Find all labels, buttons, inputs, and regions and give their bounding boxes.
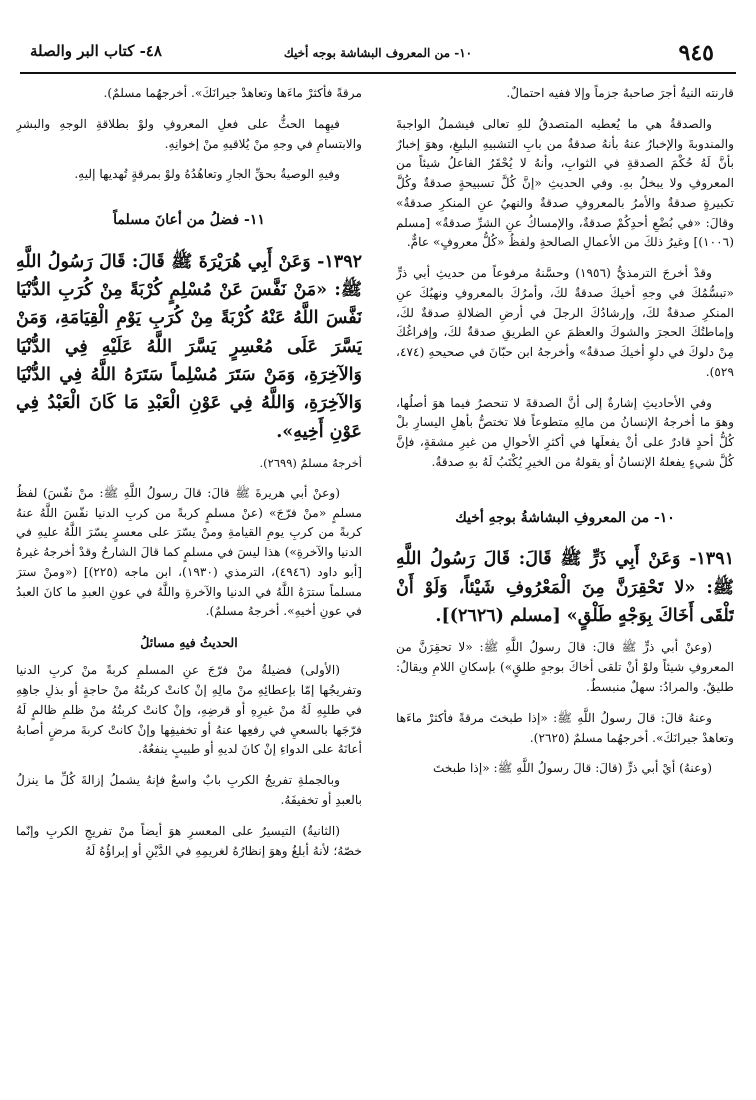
commentary-paragraph: وعنهُ قالَ: قالَ رسولُ اللَّهِ ﷺ: «إذا طبختَ مرقةً فأكثرْ ماءَها وتعاهدْ جيرانَكَ». أخرجهُما مسلمٌ (٢٦٢٥). bbox=[396, 710, 734, 745]
section-title-10: ١٠- من المعروفِ البشاشةُ بوجهِ أخيك bbox=[455, 509, 675, 526]
section-title-11: ١١- فضلُ من أعانَ مسلماً bbox=[113, 212, 265, 229]
hadith-1391: ١٣٩١- وَعَنْ أَبِي ذَرٍّ ﷺ قَالَ: قَالَ رَسُولُ اللَّهِ ﷺ: «لا تَحْقِرَنَّ مِنَ الْمَعْرُوفِ شَيْئاً، وَلَوْ أَنْ تَلْقَى أَخَاكَ بِوَجْهٍ طَلْقٍ» [مسلم (٢٦٢٦)]. bbox=[396, 549, 734, 627]
paragraph: فيهِما الحثُّ على فعلِ المعروفِ ولوْ بطلاقةِ الوجهِ والبشرِ والابتسامِ في وجهِ منْ يُلاقيهِ منْ إخوانِهِ. bbox=[16, 116, 362, 151]
issue-paragraph: (الثانيةُ) التيسيرُ على المعسرِ هوَ أيضاً منْ تفريجِ الكربِ وإنّما خصّهُ؛ لأنهُ أبلغُ وهوَ إنظارُهُ لغريمِهِ في الدَّيْنِ أو إبراؤُهُ لَهُ bbox=[16, 823, 362, 858]
commentary-paragraph: (وعنهُ) أيْ أبي ذرٍّ (قالَ: قالَ رسولُ اللَّهِ ﷺ: «إذا طبختَ bbox=[432, 761, 712, 776]
paragraph: وقدْ أخرجَ الترمذيُّ (١٩٥٦) وحسَّنهُ مرفوعاً من حديثِ أبي ذرٍّ «تبسُّمُكَ في وجهِ أخيكَ صدقةٌ لكَ، وأمرُكَ بالمعروفِ ونهيُكَ عنِ المنكرِ صدقةٌ لكَ، وإرشادُكَ الرجلَ في أرضِ الضلالةِ صدقةٌ لكَ، وإماطتُكَ الحجرَ والشوكَ والعظمَ عنِ الطريقِ صدقةٌ لكَ، وإفراغُكَ مِنْ دلوكَ في دلوِ أخيكَ صدقةٌ» وأخرجهُ ابن حبّانَ في صحيحهِ (٤٧٤، ٥٢٩). bbox=[396, 266, 734, 379]
commentary-paragraph: (وعنْ أبي هريرةَ ﷺ قالَ: قالَ رسولُ اللَّهِ ﷺ: منْ نفّسَ) لفظُ مسلمٍ «منْ فرّجَ» (عنْ مسلمٍ كربةً من كربِ الدنيا نفّسَ اللَّهُ عنهُ كربةً من كربِ يومِ القيامةِ ومنْ يسّرَ على معسرٍ يسّرَ اللَّهُ عليهِ في الدنيا والآخرةِ») هذا ليسَ في مسلمٍ كما قالَ الشارحُ وقدْ أخرجهُ غيرهُ [أبو داود (٤٩٤٦)، الترمذي (١٩٣٠)، ابن ماجه (٢٢٥)] («ومنْ سترَ مسلماً سترَهُ اللَّهُ في الدنيا والآخرةِ واللَّهُ في عونِ العبدِ ما كانَ العبدُ في عونِ أخيهِ». أخرجهُ مسلمٌ). bbox=[16, 485, 362, 619]
paragraph: والصدقةُ هي ما يُعطيه المتصدقُ للهِ تعالى فيشملُ الواجبةَ والمندوبةَ والإخبارُ عنهُ بأنهُ صدقةٌ من بابِ التشبيهِ البليغِ، وهوَ إخبارٌ بأنَّ لَهُ حُكْمَ الصدقةِ في الثوابِ، وأنهُ لا يُحْقَرُ الفاعلُ شيئاً من المعروفِ ولا يبخلُ بهِ. وفي الحديثِ «إنَّ كُلَّ تسبيحةٍ صدقةٌ وكُلَّ تكبيرةٍ صدقةٌ والأمرُ بالمعروفِ صدقةٌ والنهيُ عنِ المنكرِ صدقةٌ» وقالَ: «في بُضْعِ أحدِكُمْ صدقةٌ، والإمساكُ عنِ الشرِّ صدقةٌ» [مسلم (١٠٠٦)] وغيرُ ذلكَ من الأعمالِ الصالحةِ ولفظُ «كُلُّ معروفٍ» عامٌّ. bbox=[396, 116, 734, 250]
paragraph: وفيهِ الوصيةُ بحقِّ الجارِ وتعاهُدُهُ ولوْ بمرقةٍ تُهديها إليهِ. bbox=[74, 167, 340, 182]
paragraph: مرقةً فأكثرْ ماءَها وتعاهدْ جيرانَكَ». أخرجهُما مسلمٌ). bbox=[103, 86, 362, 100]
hadith-source: أخرجهُ مسلمٌ (٢٦٩٩). bbox=[259, 456, 362, 471]
hadith-1392: ١٣٩٢- وَعَنْ أَبِي هُرَيْرَةَ ﷺ قَالَ: قَالَ رَسُولُ اللَّهِ ﷺ: «مَنْ نَفَّسَ عَنْ مُسْلِمٍ كُرْبَةً مِنْ كُرَبِ الدُّنْيَا نَفَّسَ اللَّهُ عَنْهُ كُرْبَةً مِنْ كُرَبِ يَوْمِ الْقِيَامَةِ، وَمَنْ يَسَّرَ عَلَى مُعْسِرٍ يَسَّرَ اللَّهُ عَلَيْهِ فِي الدُّنْيَا وَالآخِرَةِ، وَمَنْ سَتَرَ مُسْلِماً سَتَرَهُ اللَّهُ فِي الدُّنْيَا وَالآخِرَةِ، وَاللَّهُ فِي عَوْنِ الْعَبْدِ مَا كَانَ الْعَبْدُ فِي عَوْنِ أَخِيهِ». bbox=[16, 251, 362, 442]
running-title: ١٠- من المعروف البشاشة بوجه أخيك bbox=[283, 46, 473, 60]
page-number: ٩٤٥ bbox=[678, 40, 714, 66]
page-header bbox=[20, 38, 736, 74]
left-column bbox=[16, 84, 362, 1082]
issue-paragraph: وبالجملةِ تفريجُ الكربِ بابٌ واسعٌ فإنهُ يشملُ إزالةَ كُلِّ ما ينزلُ بالعبدِ أو تخفيفَهُ. bbox=[16, 773, 362, 807]
book-title: ٤٨- كتاب البر والصلة bbox=[30, 42, 162, 60]
right-column bbox=[396, 84, 734, 1082]
paragraph: وفي الأحاديثِ إشارةٌ إلى أنَّ الصدقةَ لا تنحصرُ فيما هوَ أصلُها، وهوَ ما أخرجهُ الإنسانُ من مالِهِ متطوعاً فلا تختصُّ بأهلِ اليسارِ بلْ كُلُّ أحدٍ قادرٌ على أنْ يفعلَها في أكثرِ الأحوالِ من غيرِ مشقةٍ، فإنَّ كُلَّ شيءٍ يفعلهُ الإنسانُ أو يقولهُ من الخيرِ يُكْتَبُ لَهُ بهِ صدقةٌ. bbox=[396, 395, 734, 470]
paragraph: قارنته النيةُ أجرَ صاحبهُ جزماً وإلا ففيه احتمالٌ. bbox=[506, 86, 734, 100]
commentary-paragraph: (وعنْ أبي ذرٍّ ﷺ قالَ: قالَ رسولُ اللَّهِ ﷺ: «لا تحقِرَنَّ من المعروفِ شيئاً ولوْ أنْ تلقى أخاكَ بوجهٍ طلقٍ») بإسكانِ اللامِ ويقالُ: طليقٌ. والمرادُ: سهلٌ منبسطٌ. bbox=[396, 640, 734, 695]
issues-heading: الحديثُ فيهِ مسائلُ bbox=[140, 635, 238, 651]
issue-paragraph: (الأولى) فضيلةُ منْ فرّجَ عنِ المسلمِ كربةً منْ كربِ الدنيا وتفريجُها إمّا بإعطائِهِ منْ مالِهِ إنْ كانتْ كربتُهُ منْ حاجةٍ أو بذلِ جاهِهِ في طلبِهِ لَهُ منْ غيرِهِ أو قرضِهِ، وإنْ كانتْ كربتُهُ منْ ظلمِ ظالمٍ لَهُ فرّجَها بالسعيِ في رفعِها عنهُ أو تخفيفِها وإنْ كانتْ كربةَ مرضٍ أصابهُ أعانَهُ على الدواءِ إنْ كانَ لديهِ أو طبيبٍ ينفعُهُ. bbox=[16, 663, 362, 757]
